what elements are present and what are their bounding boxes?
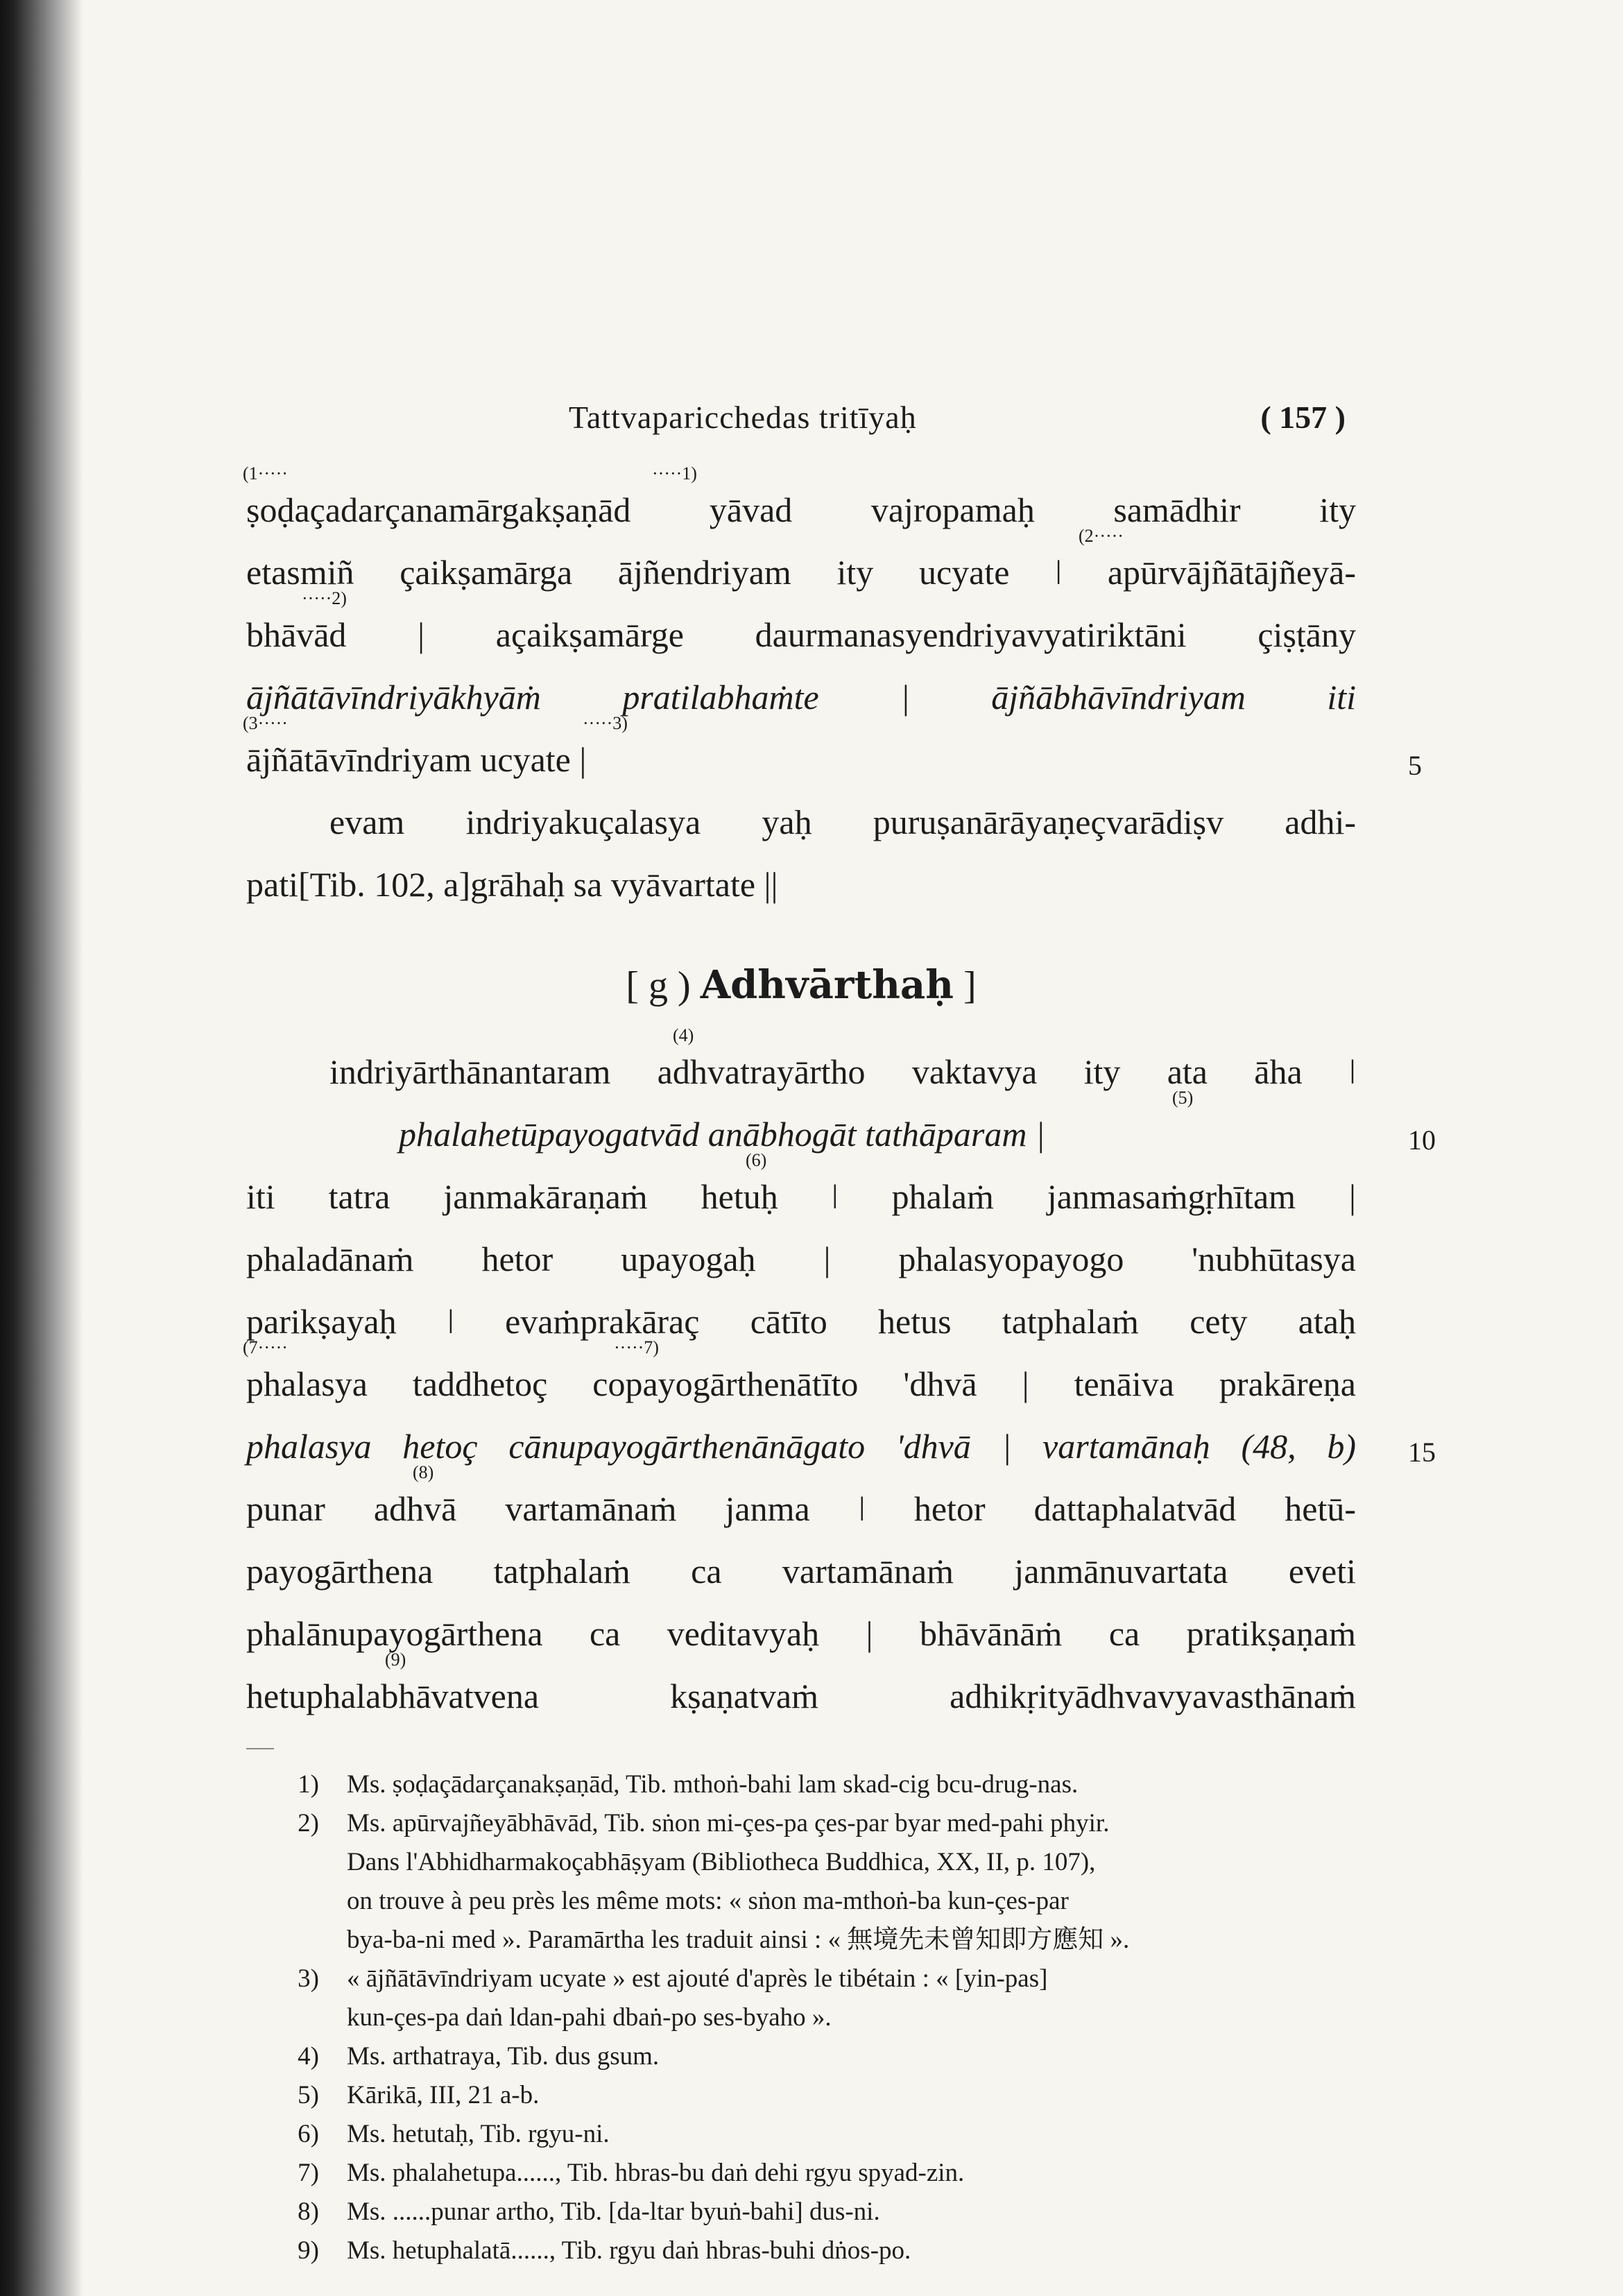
footnote-ref-4: (4): [673, 1025, 694, 1045]
body-line-17: phalānupayogārthena ca veditavyaḥ | bhāvānāṁ ca pratikṣaṇaṁ: [246, 1614, 1356, 1653]
footnote-ref-1-open: (1·····: [243, 463, 288, 483]
section-bracket-close: ]: [963, 964, 977, 1007]
body-line-9: phalahetūpayogatvād anābhogāt tathāparam |: [399, 1115, 1045, 1154]
footnote-3: [277, 1960, 1359, 1998]
footnote-8: [277, 2193, 1359, 2231]
footnote-text: Ms. ṣoḍaçādarçanakṣaṇād, Tib. mthoṅ-bahi lam skad-cig bcu-drug-nas.: [347, 1770, 1079, 1799]
body-line-5: ājñātāvīndriyam ucyate |: [246, 740, 587, 779]
footnote-number: 2): [298, 1809, 319, 1837]
body-line-10: iti tatra janmakāraṇaṁ hetuḥ ǀ phalaṁ janmasaṁgṛhītam |: [246, 1177, 1356, 1216]
footnote-ref-5: (5): [1172, 1088, 1194, 1108]
running-header: [569, 399, 1346, 447]
footnote-3-cont: [277, 1998, 1359, 2037]
footnote-text: Ms. ......punar artho, Tib. [da-ltar byuṅ-bahi] dus-ni.: [347, 2198, 880, 2226]
footnote-ref-3-close: ·····3): [583, 713, 628, 733]
footnote-9: [277, 2231, 1359, 2270]
footnote-number: 8): [298, 2198, 319, 2226]
text-block-1: [243, 463, 1356, 916]
page-number: ( 157 ): [1260, 400, 1346, 435]
footnote-ref-2-close: ·····2): [302, 588, 347, 608]
footnote-text: Ms. hetuphalatā......, Tib. rgyu daṅ hbras-buhi dṅos-po.: [347, 2236, 911, 2265]
footnote-2-cont-1: [277, 1843, 1359, 1882]
body-line-2: etasmiñ çaikṣamārga ājñendriyam ity ucyate ǀ apūrvājñātājñeyā-: [246, 553, 1356, 592]
footnote-ref-7-close: ·····7): [614, 1337, 659, 1357]
body-line-8: indriyārthānantaram adhvatrayārtho vaktavya ity ata āha ǀ: [329, 1052, 1356, 1091]
footnote-text: bya-ba-ni med ». Paramārtha les traduit ainsi : « 無境先未曾知即方應知 ».: [347, 1926, 1130, 1954]
line-number-15: 15: [1408, 1437, 1436, 1468]
footnote-2-cont-2: [277, 1882, 1359, 1921]
footnote-1: [277, 1765, 1359, 1804]
footnote-ref-7-open: (7·····: [243, 1337, 288, 1357]
footnote-number: 5): [298, 2081, 319, 2109]
body-line-12: parikṣayaḥ ǀ evaṁprakāraç cātīto hetus tatphalaṁ cety ataḥ: [246, 1302, 1356, 1341]
footnote-number: 1): [298, 1770, 319, 1799]
footnotes: [277, 1765, 1359, 2270]
line-number-5: 5: [1408, 750, 1422, 781]
section-heading: [246, 950, 1356, 1020]
chapter-title: Tattvaparicchedas tritīyaḥ: [569, 400, 917, 435]
body-line-4: ājñātāvīndriyākhyāṁ pratilabhaṁte | ājñābhāvīndriyam iti: [246, 678, 1356, 717]
footnote-text: Ms. arthatraya, Tib. dus gsum.: [347, 2042, 660, 2071]
footnote-ref-6: (6): [746, 1150, 767, 1170]
footnote-text: Ms. apūrvajñeyābhāvād, Tib. sṅon mi-çes-pa çes-par byar med-pahi phyir.: [347, 1809, 1110, 1837]
footnote-ref-8: (8): [413, 1462, 434, 1482]
footnote-text: Kārikā, III, 21 a-b.: [347, 2081, 540, 2109]
book-binding-shadow: [0, 0, 83, 2296]
footnote-text: Ms. phalahetupa......, Tib. hbras-bu daṅ dehi rgyu spyad-zin.: [347, 2159, 965, 2187]
footnote-text: « ājñātāvīndriyam ucyate » est ajouté d'après le tibétain : « [yin-pas]: [347, 1964, 1048, 1993]
body-line-3: bhāvād | açaikṣamārge daurmanasyendriyavyatiriktāni çiṣṭāny: [246, 615, 1356, 654]
footnote-number: 9): [298, 2236, 319, 2265]
footnote-2: [277, 1804, 1359, 1843]
footnote-ref-1-close: ·····1): [652, 463, 697, 483]
footnote-number: 7): [298, 2159, 319, 2187]
footnote-ref-9: (9): [385, 1650, 406, 1670]
footnote-6: [277, 2115, 1359, 2154]
text-block-2: [243, 1025, 1356, 1727]
body-line-6: evam indriyakuçalasya yaḥ puruṣanārāyaṇeçvarādiṣv adhi-: [329, 803, 1356, 841]
footnote-2-cont-3: [277, 1921, 1359, 1960]
footnote-ref-3-open: (3·····: [243, 713, 288, 733]
body-line-13: phalasya taddhetoç copayogārthenātīto 'dhvā | tenāiva prakāreṇa: [246, 1364, 1356, 1403]
footnote-5: [277, 2076, 1359, 2115]
body-line-14: phalasya hetoç cānupayogārthenānāgato 'dhvā | vartamānaḥ (48, b): [246, 1427, 1356, 1466]
footnote-number: 3): [298, 1964, 319, 1993]
footnote-number: 6): [298, 2120, 319, 2148]
footnote-number: 4): [298, 2042, 319, 2071]
body-line-1: ṣoḍaçadarçanamārgakṣaṇād yāvad vajropamaḥ samādhir ity: [246, 490, 1356, 529]
body-line-11: phaladānaṁ hetor upayogaḥ | phalasyopayogo 'nubhūtasya: [246, 1240, 1356, 1278]
section-bracket-open: [ g ): [626, 964, 691, 1007]
footnote-ref-2-open: (2·····: [1079, 526, 1124, 546]
footnote-text: on trouve à peu près les même mots: « sṅon ma-mthoṅ-ba kun-çes-par: [347, 1887, 1069, 1915]
section-title: Adhvārthaḥ: [700, 962, 954, 1008]
body-line-15: punar adhvā vartamānaṁ janma ǀ hetor dattaphalatvād hetū-: [246, 1489, 1356, 1528]
footnote-7: [277, 2154, 1359, 2193]
body-line-18: hetuphalabhāvatvena kṣaṇatvaṁ adhikṛityādhvavyavasthānaṁ: [246, 1677, 1356, 1715]
footnote-rule: [246, 1748, 274, 1749]
footnote-4: [277, 2037, 1359, 2076]
footnote-text: Dans l'Abhidharmakoçabhāṣyam (Bibliotheca Buddhica, XX, II, p. 107),: [347, 1848, 1096, 1876]
body-line-7: pati[Tib. 102, a]grāhaḥ sa vyāvartate ||: [246, 865, 778, 904]
footnote-text: Ms. hetutaḥ, Tib. rgyu-ni.: [347, 2120, 610, 2148]
body-line-16: payogārthena tatphalaṁ ca vartamānaṁ janmānuvartata eveti: [246, 1552, 1356, 1591]
line-number-10: 10: [1408, 1124, 1436, 1156]
footnote-text: kun-çes-pa daṅ ldan-pahi dbaṅ-po ses-byaho ».: [347, 2003, 832, 2032]
